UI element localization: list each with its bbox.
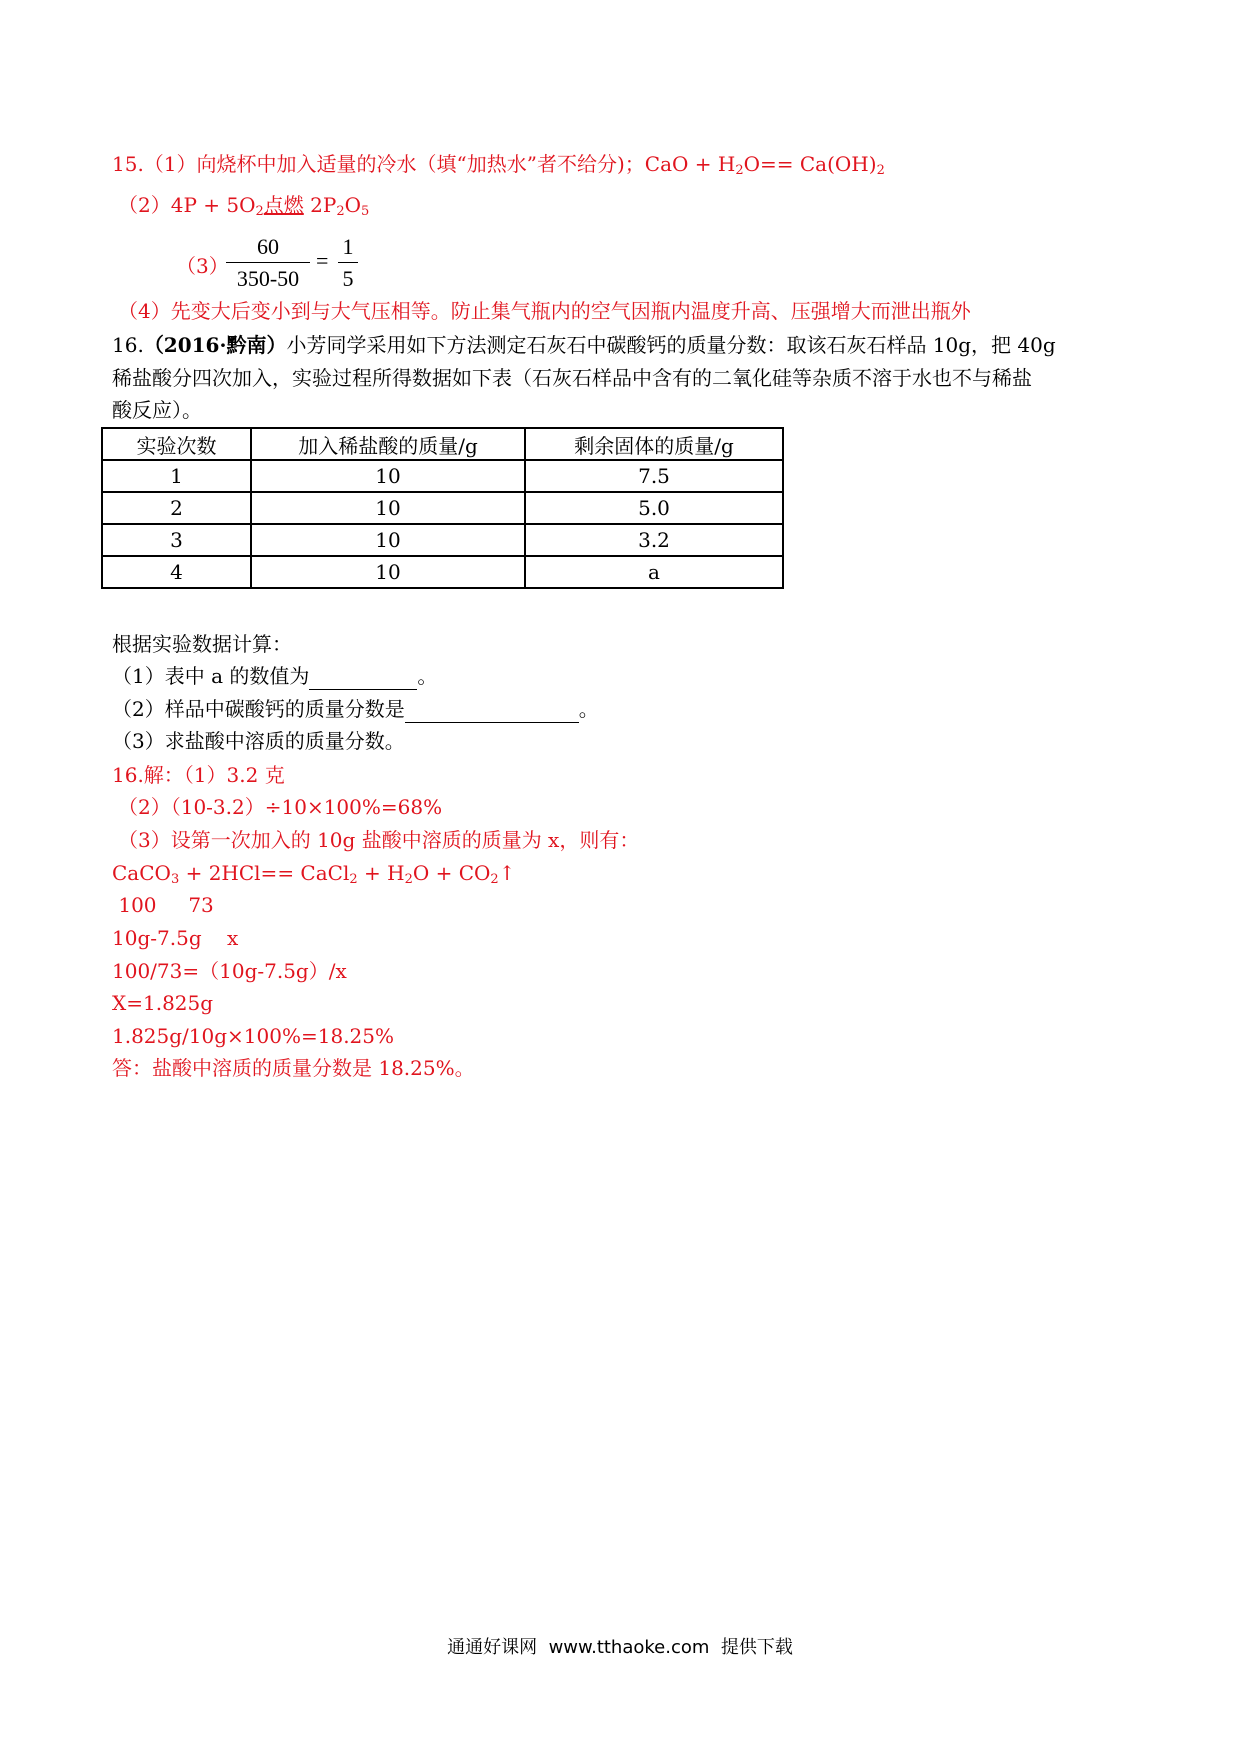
answer16-final: 答：盐酸中溶质的质量分数是 18.25%。 [112,1056,475,1080]
table-cell: 7.5 [525,460,783,492]
table-header-row [102,428,783,460]
q16-source: （2016·黔南） [143,333,287,357]
q15-answer-2: $(2)4P + 5O_2$点燃 $2P_2O_5$ [118,193,370,219]
table-row [102,492,783,524]
answer16-percent: 1.825g/10g×100%=18.25% [112,1024,395,1048]
answer16-proportion: 100/73=（10g-7.5g）/x [112,959,347,983]
answer16-equation: CaCO$_3$ + 2HCl== CaCl$_2$ + $H_2O$ + $CO_2↑$ [112,861,516,887]
q15-answer-4: （4）先变大后变小到与大气压相等。防止集气瓶内的空气因瓶内温度升高、压强增大而泄出瓶外 [118,299,971,323]
table-row [102,460,783,492]
table-row [102,524,783,556]
table-cell: 3.2 [525,524,783,556]
page-footer: 通通好课网 www.tthaoke.com 提供下载 [447,1637,793,1658]
table-cell: 10 [251,524,525,556]
q16-sub-2: （2）样品中碳酸钙的质量分数是 。 [112,697,599,721]
answer-blank[interactable] [309,667,417,690]
table-cell: 10 [251,492,525,524]
table-cell: 5.0 [525,492,783,524]
table-cell: 4 [102,556,251,588]
fraction-left: 60 350-50 [226,232,310,293]
answer16-line-3: （3）设第一次加入的 10g 盐酸中溶质的质量为 x，则有： [118,828,640,852]
table-header-cell: 实验次数 [102,428,251,460]
q16-stem-line-1: 16.（2016·黔南）小芳同学采用如下方法测定石灰石中碳酸钙的质量分数：取该石灰石样品 10g，把 40g [112,333,1056,357]
fraction-right: 1 5 [338,232,358,293]
experiment-data-table [101,427,784,589]
table-header-cell: 剩余固体的质量/g [525,428,783,460]
table-cell: 10 [251,460,525,492]
q16-stem-line-2: 稀盐酸分四次加入，实验过程所得数据如下表（石灰石样品中含有的二氧化硅等杂质不溶于水也不与稀盐 [112,366,1032,390]
answer16-line-2: （2）（10-3.2）÷10×100%=68% [118,795,443,819]
ignition-condition: 点燃 [263,193,304,217]
answer16-masses: 10g-7.5g x [112,926,239,950]
q16-sub-3: （3）求盐酸中溶质的质量分数。 [112,729,405,753]
calc-intro: 根据实验数据计算： [112,632,292,656]
table-cell: 3 [102,524,251,556]
table-row [102,556,783,588]
q15-answer-1: 15.（1）向烧杯中加入适量的冷水（填“加热水”者不给分)；CaO + $H_2O== Ca(OH)_2$ [112,152,885,178]
table-cell: 1 [102,460,251,492]
table-cell: a [525,556,783,588]
answer16-x-value: X=1.825g [112,991,214,1015]
q16-sub-1: （1）表中 a 的数值为 。 [112,664,438,688]
answer16-ratio: 100 73 [112,893,214,917]
table-cell: 10 [251,556,525,588]
answer16-line-1: 16.解：（1）3.2 克 [112,763,285,787]
table-cell: 2 [102,492,251,524]
q16-stem-line-3: 酸反应）。 [112,398,202,422]
table-header-cell: 加入稀盐酸的质量/g [251,428,525,460]
answer-blank[interactable] [405,700,579,723]
